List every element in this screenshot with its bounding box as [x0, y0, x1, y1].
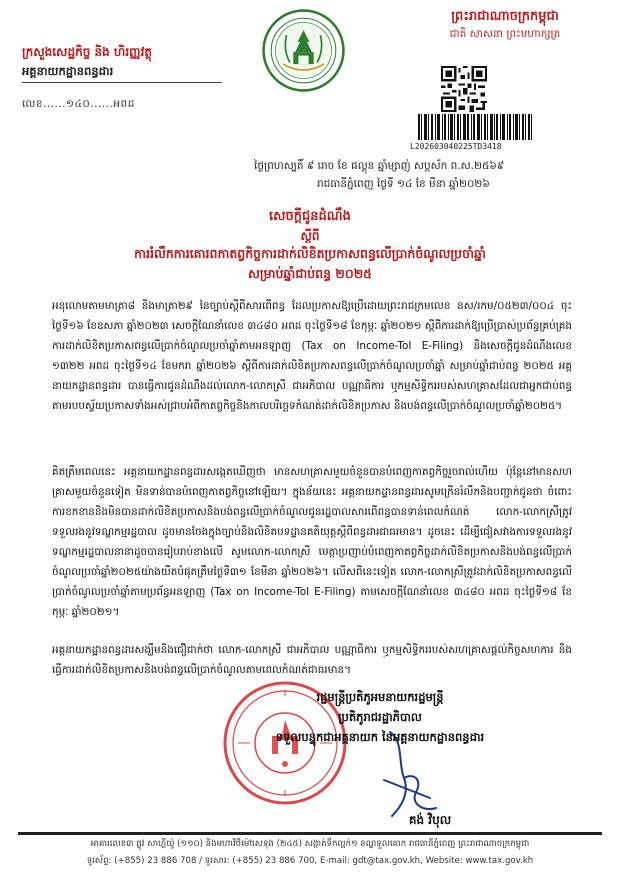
ministry-name: ក្រសួងសេដ្ឋកិច្ច និង ហិរញ្ញវត្ថុ [22, 45, 152, 59]
reference-number: លេខ......១៤០......អពដ [22, 98, 135, 110]
footer-contact: ទូរស័ព្ទ: (+855) 23 886 708 / ទូរសារ: (+855) 23 886 700, E-mail: gdt@tax.gov.kh, Website: www.tax.gov.kh [86, 856, 534, 866]
signatory-title-1: រដ្ឋមន្ត្រីប្រតិភូអមនាយករដ្ឋមន្ត្រី [316, 690, 444, 704]
footer-address: អាគារលេខ៣ ផ្លូវ សាហ្គីយ៉ូ (១១០) និងមហាវិថីម៉ៅសេទុង (២៤៥) សង្កាត់ទឹកល្អក់១ ខណ្ឌទួលគោក រាជធានីភ្នំពេញ ព្រះរាជាណាចក្រកម្ពុជា [90, 839, 530, 849]
solar-date: រាជធានីភ្នំពេញ ថ្ងៃទី ១៤ ខែ មីនា ឆ្នាំ២០២៦ [317, 178, 490, 190]
barcode-icon [418, 114, 532, 140]
qr-code-icon [441, 66, 487, 112]
kingdom-title: ព្រះរាជាណាចក្រកម្ពុជា [451, 9, 559, 24]
footer-divider [18, 832, 602, 835]
barcode-text: L202603040225TD3418 [410, 142, 502, 151]
notice-subject: ការរំលឹកការគោរពកាតព្វកិច្ចការដាក់លិខិតប្រកាសពន្ធលើប្រាក់ចំណូលប្រចាំឆ្នាំ [134, 246, 486, 261]
notice-subject-label: ស្តីពី [300, 229, 320, 243]
gdt-emblem-icon [261, 8, 346, 93]
body-paragraph-2: គិតត្រឹមពេលនេះ អគ្គនាយកដ្ឋានពន្ធដារសង្កេតឃើញថា មានសហគ្រាសមួយចំនួនបានបំពេញកាតព្វកិច្ចរួចរាល់ហើយ ប៉ុន្តែនៅមានសហគ្រាសមួយចំនួនទៀត មិនទាន់បានបំពេញកាតព្វកិច្ចនៅឡើយ។ ក្នុងន័យនេះ អគ្គនាយកដ្ឋានពន្ធដារសូមក្រើនរំលឹកនិងបញ្ជាក់ជូនថា ចំពោះការខកខាននិងមិនបានដាក់លិខិតប្រកាសនិងបង់ពន្ធលើប្រាក់ចំណូលជូនរដ្ឋបាលសារពើពន្ធបានទាន់ពេលកំណត់ លោក-លោកស្រីត្រូវទទួលរងនូវទណ្ឌកម្មរដ្ឋបាល ដូចមានចែងក្នុងច្បាប់និងលិខិតបទដ្ឋានគតិយុត្តស្តីពីពន្ធដារជាធរមាន។ ដូចនេះ ដើម្បីជៀសវាងការទទួលរងនូវទណ្ឌកម្មរដ្ឋបាលនានាដូចបានរៀបរាប់ខាងលើ សូមលោក-លោកស្រី មេត្តាប្រញាប់បំពេញកាតព្វកិច្ចដាក់លិខិតប្រកាសនិងបង់ពន្ធលើប្រាក់ចំណូលប្រចាំឆ្នាំ២០២៥យ៉ាងយឺតបំផុតត្រឹមថ្ងៃទី៣១ ខែមីនា ឆ្នាំ២០២៦។ លើសពីនេះទៀត លោក-លោកស្រីត្រូវដាក់លិខិតប្រកាសពន្ធលើប្រាក់ចំណូលប្រចាំឆ្នាំតាមប្រព័ន្ធអនឡាញ (Tax on Income-ToI E-Filing) តាមសេចក្តីណែនាំលេខ ៣៤៨០ អពដ ចុះថ្ងៃទី១៨ ខែកុម្ភៈ ឆ្នាំ២០២១។ [52, 466, 572, 618]
department-underline [22, 82, 222, 83]
signatory-name: គង់ វិបុល [408, 813, 452, 827]
notice-title: សេចក្តីជូនដំណឹង [269, 209, 351, 224]
signatory-title-2: ប្រតិភូរាជរដ្ឋាភិបាល [338, 710, 422, 724]
department-name: អគ្គនាយកដ្ឋានពន្ធដារ [22, 64, 114, 78]
national-motto: ជាតិ សាសនា ព្រះមហាក្សត្រ [449, 28, 561, 40]
lunar-date: ថ្ងៃព្រហស្បតិ៍ ៩ រោច ខែ ផល្គុន ឆ្នាំម្សាញ់ សប្តស័ក ព.ស.២៥៦៩ [254, 160, 505, 172]
body-paragraph-1: អនុលោមតាមមាត្រា៨ និងមាត្រា២៩ នៃច្បាប់ស្តីពីសារពើពន្ធ ដែលប្រកាសឱ្យប្រើដោយព្រះរាជក្រមលេខ នស/រកម/០៥២៣/០០៤ ចុះថ្ងៃទី១៦ ខែឧសភា ឆ្នាំ២០២៣ សេចក្តីណែនាំលេខ ៣៤៨០ អពដ ចុះថ្ងៃទី១៨ ខែកុម្ភៈ ឆ្នាំ២០២១ ស្តីពីការដាក់ឱ្យប្រើប្រាស់ប្រព័ន្ធគ្រប់គ្រងការដាក់លិខិតប្រកាសពន្ធលើប្រាក់ចំណូលប្រចាំឆ្នាំតាមអនឡាញ (Tax on Income-ToI E-Filing) និងសេចក្តីជូនដំណឹងលេខ ១៣២២ អពដ ចុះថ្ងៃទី១៤ ខែមករា ឆ្នាំ២០២៦ ស្តីពីការដាក់លិខិតប្រកាសពន្ធលើប្រាក់ចំណូលប្រចាំឆ្នាំ សម្រាប់ឆ្នាំជាប់ពន្ធ ២០២៥ អគ្គនាយកដ្ឋានពន្ធដារ បានធ្វើការជូនដំណឹងដល់លោក-លោកស្រី ជាអភិបាល បណ្ណាធិការ ឬកម្មសិទ្ធិកររបស់សហគ្រាសដែលជាអ្នកជាប់ពន្ធតាមរបបស្វ័យប្រកាសទាំងអស់ជ្រាបអំពីកាតព្វកិច្ចនិងកាលបរិច្ឆេទកំណត់ដាក់លិខិតប្រកាស និងបង់ពន្ធលើប្រាក់ចំណូលប្រចាំឆ្នាំ២០២៥។ [52, 300, 572, 412]
body-paragraph-3: អគ្គនាយកដ្ឋានពន្ធដារសង្ឃឹមនិងជឿជាក់ថា លោក-លោកស្រី ជាអភិបាល បណ្ណាធិការ ឬកម្មសិទ្ធិកររបស់សហគ្រាសផ្តល់កិច្ចសហការ និងធ្វើការដាក់លិខិតប្រកាសនិងបង់ពន្ធលើប្រាក់ចំណូលតាមពេលកំណត់ជាធរមាន។ [52, 644, 572, 676]
notice-tax-year: សម្រាប់ឆ្នាំជាប់ពន្ធ ២០២៥ [247, 266, 373, 281]
signatory-title-3: ទទួលបន្ទុកជាអគ្គនាយក នៃអគ្គនាយកដ្ឋានពន្ធដារ [275, 730, 485, 744]
